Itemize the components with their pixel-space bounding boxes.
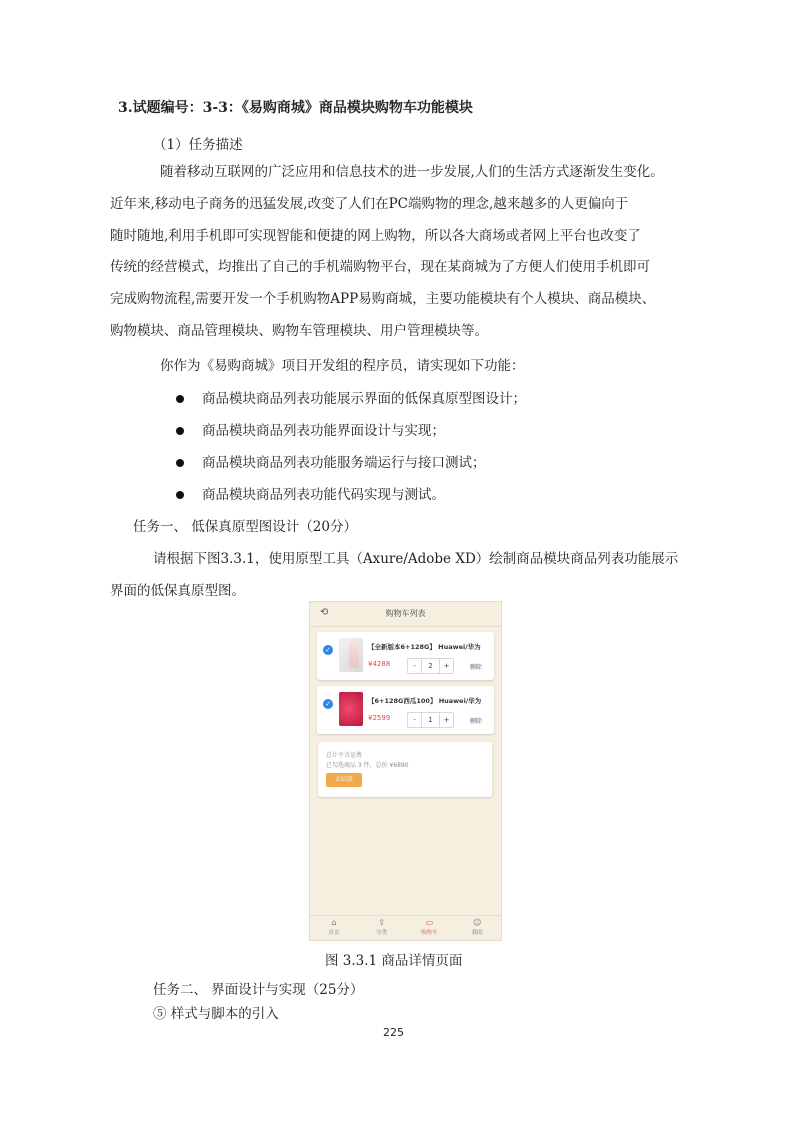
step-heading: ⑤ 样式与脚本的引入 (153, 1006, 279, 1022)
bullet-text: 商品模块商品列表功能展示界面的低保真原型图设计； (202, 391, 526, 407)
home-icon: ⌂ (331, 918, 337, 927)
paragraph-line: 随时随地,利用手机即可实现智能和便捷的网上购物，所以各大商场或者网上平台也改变了 (110, 227, 641, 244)
increment-button[interactable]: + (443, 716, 450, 724)
paragraph-line: 完成购物流程,需要开发一个手机购物APP易购商城，主要功能模块有个人模块、商品模块、 (110, 291, 656, 308)
bullet-text: 商品模块商品列表功能代码实现与测试。 (202, 487, 445, 503)
tab-label: 首页 (328, 930, 340, 936)
phone-header (310, 602, 501, 627)
bullet-item (176, 419, 445, 439)
quantity-stepper[interactable] (407, 712, 454, 728)
paragraph-line: 近年来,移动电子商务的迅猛发展,改变了人们在PC端购物的理念,越来越多的人更偏向于 (110, 195, 629, 212)
tab-label: 购物车 (421, 930, 438, 936)
phone-mockup (309, 601, 502, 941)
instruction-line: 请根据下图3.3.1，使用原型工具（Axure/Adobe XD）绘制商品模块商品列表功能展示 (153, 551, 679, 567)
paragraph-line: 传统的经营模式，均推出了自己的手机端购物平台，现在某商城为了方便人们使用手机即可 (110, 259, 650, 276)
cart-item (317, 632, 494, 680)
increment-button[interactable]: + (443, 662, 450, 670)
subheading: （1）任务描述 (153, 137, 243, 153)
tab-profile[interactable] (453, 916, 501, 941)
summary-note: 总计不含运费 (326, 752, 363, 759)
product-name: 【全新版本6+128G】 Huawei/华为 (368, 643, 481, 651)
summary-total: 已勾选商品 3 件，总价 ¥6890 (326, 762, 409, 769)
bullet-text: 商品模块商品列表功能服务端运行与接口测试； (202, 455, 486, 471)
quantity-value[interactable]: 1 (422, 713, 440, 727)
figure-caption: 图 3.3.1 商品详情页面 (325, 953, 463, 969)
bullet-item (176, 483, 445, 503)
tab-category[interactable] (358, 916, 406, 941)
decrement-button[interactable]: - (408, 659, 422, 673)
product-price: ¥2599 (368, 714, 391, 722)
back-icon[interactable]: ⟲ (320, 607, 329, 618)
decrement-button[interactable]: - (408, 713, 422, 727)
cart-icon: ▭ (425, 918, 434, 927)
task-two-heading: 任务二、 界面设计与实现（25分） (153, 982, 364, 998)
bullet-text: 商品模块商品列表功能界面设计与实现； (202, 423, 445, 439)
task-one-heading: 任务一、 低保真原型图设计（20分） (133, 519, 357, 535)
checked-icon[interactable]: ✓ (323, 645, 333, 655)
product-price: ¥4288 (368, 660, 391, 668)
quantity-value[interactable]: 2 (422, 659, 440, 673)
bullet-dot (176, 491, 184, 499)
section-heading: 3.试题编号：3-3：《易购商城》商品模块购物车功能模块 (118, 100, 473, 116)
page-number: 225 (383, 1026, 404, 1039)
phone-title: 购物车列表 (385, 609, 426, 618)
tab-label: 我的 (471, 930, 483, 936)
cart-summary (318, 742, 492, 797)
bullet-dot (176, 395, 184, 403)
cart-item (317, 686, 494, 734)
product-thumbnail (339, 638, 363, 672)
product-thumbnail (339, 692, 363, 726)
bullet-dot (176, 459, 184, 467)
paragraph-line: 购物模块、商品管理模块、购物车管理模块、用户管理模块等。 (110, 322, 488, 339)
paragraph-line: 随着移动互联网的广泛应用和信息技术的进一步发展,人们的生活方式逐渐发生变化。 (160, 164, 664, 180)
checkout-button[interactable]: 去结算 (326, 773, 362, 787)
bullet-item (176, 387, 526, 407)
tab-bar (310, 915, 501, 941)
tab-home[interactable] (310, 916, 358, 941)
quantity-stepper[interactable] (407, 658, 454, 674)
checked-icon[interactable]: ✓ (323, 699, 333, 709)
tab-cart[interactable] (406, 916, 454, 941)
user-icon: ☺ (472, 918, 482, 927)
category-icon: ⇪ (378, 918, 385, 927)
bullet-dot (176, 427, 184, 435)
instruction-line: 界面的低保真原型图。 (110, 583, 245, 599)
delete-button[interactable]: 删除 (470, 664, 483, 671)
bullet-item (176, 451, 486, 471)
product-name: 【6+128G西瓜100】 Huawei/华为 (368, 697, 482, 705)
tab-label: 分类 (376, 930, 388, 936)
paragraph-description (110, 157, 690, 348)
delete-button[interactable]: 删除 (470, 718, 483, 725)
paragraph-role: 你作为《易购商城》项目开发组的程序员，请实现如下功能： (160, 358, 525, 374)
